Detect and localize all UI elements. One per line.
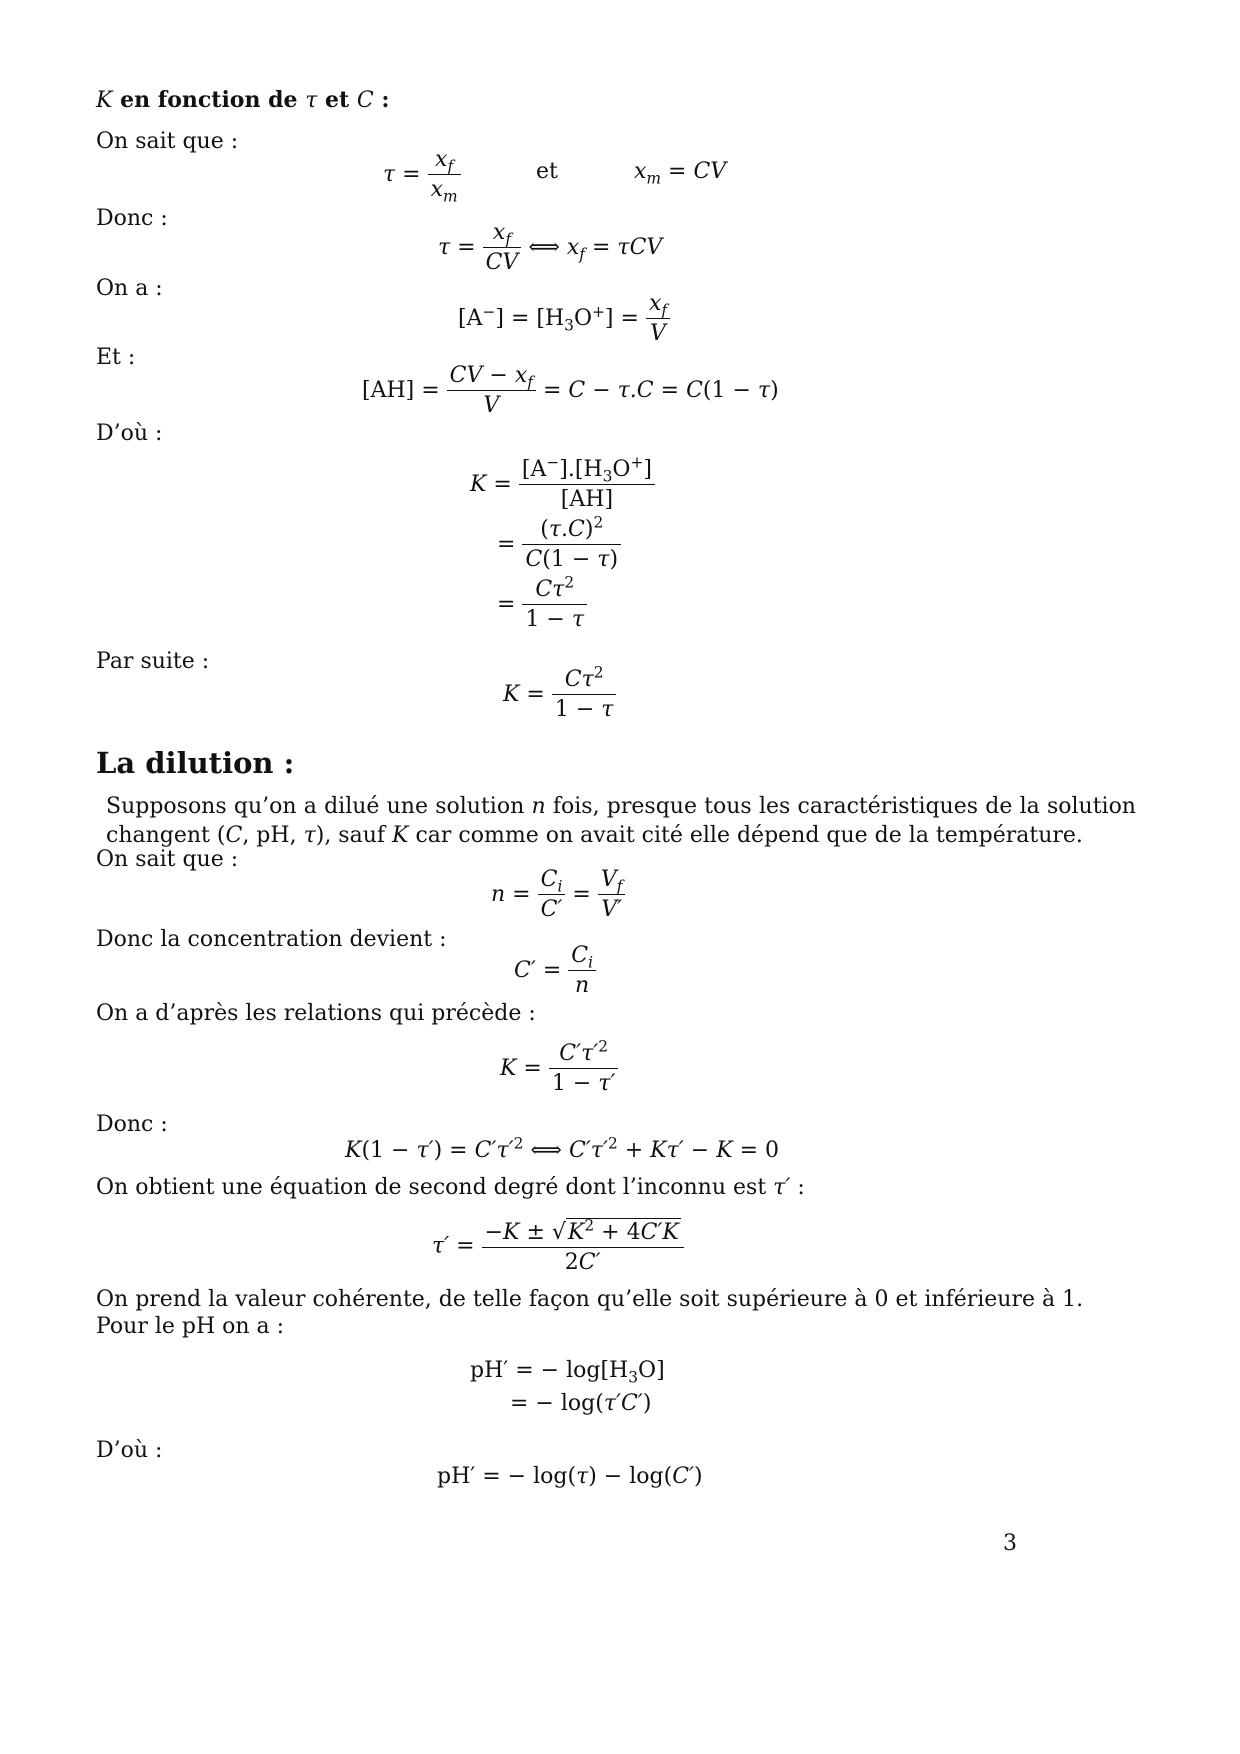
- eq-ph-result: pH′ = − log(τ) − log(C′): [437, 1464, 703, 1489]
- label-et: Et :: [96, 345, 136, 370]
- page-number: 3: [1003, 1531, 1017, 1556]
- eq-concentrations: $[A^-] = [H_3O^+]$ = $\frac{x_f}{V}$: [458, 292, 670, 346]
- eq-k-line1: K = $\frac{[A^-].[H_3O^+]}{[AH]}$: [470, 458, 655, 512]
- eq-xf: τ = $\frac{x_f}{CV}$ ⟺ $x_f = \tau CV$: [438, 220, 663, 276]
- eq-quadratic-solution: τ′ = $\frac{-K \pm √K^2 + 4C'K}{2C'}$: [432, 1218, 684, 1275]
- label-on-a: On a :: [96, 276, 163, 301]
- label-dou-2: D’où :: [96, 1438, 163, 1463]
- eq-k-result: K = $\frac{C\tau^2}{1 - \tau}$: [503, 668, 616, 722]
- section-title-dilution: La dilution :: [96, 746, 295, 780]
- label-dou-1: D’où :: [96, 421, 163, 446]
- label-donc-concentration: Donc la concentration devient :: [96, 927, 447, 952]
- eq-c-prime: C′ = $\frac{C_i}{n}$: [514, 944, 596, 998]
- eq-tau-def: τ = $\frac{x_f}{x_m}$: [383, 148, 461, 202]
- eq-xm: $x_m$ = CV: [634, 159, 727, 188]
- eq-ph-line1: pH′ = − $\log[H_3O]$: [470, 1358, 665, 1387]
- eq-k-prime: K = $\frac{C'\tau'^2}{1 - \tau'}$: [500, 1042, 618, 1096]
- label-relations: On a d’après les relations qui précède :: [96, 1001, 536, 1026]
- label-donc: Donc :: [96, 206, 168, 231]
- label-ph-intro: Pour le pH on a :: [96, 1314, 285, 1339]
- word-et: et: [536, 159, 558, 184]
- eq-ph-line2: = − log(τ′C′): [510, 1391, 652, 1416]
- paragraph-intro: Supposons qu’on a dilué une solution n fois, presque tous les caractéristiques de la solution changent (C, pH, τ), sauf K car comme on avait cité elle dépend que de la température.: [106, 794, 1136, 848]
- eq-second-degree: $K(1 - \tau') = C'\tau'^2$ ⟺ $C'\tau'^2 + K\tau' - K = 0$: [345, 1134, 780, 1163]
- label-donc-2: Donc :: [96, 1112, 168, 1137]
- eq-ah: [AH] = $\frac{CV - x_f}{V}$ = C − τ.C = C(1 − τ): [362, 363, 779, 419]
- eq-k-line3: = $\frac{C\tau^2}{1 - \tau}$: [497, 578, 587, 632]
- label-equation-text: On obtient une équation de second degré dont l’inconnu est τ′ :: [96, 1175, 805, 1200]
- eq-k-line2: = $\frac{(\tau.C)^2}{C(1 - \tau)}$: [497, 518, 621, 572]
- label-on-sait-que-2: On sait que :: [96, 847, 239, 872]
- label-on-sait-que: On sait que :: [96, 129, 239, 154]
- label-par-suite: Par suite :: [96, 649, 210, 674]
- section-heading-k: K en fonction de τ et C :: [96, 87, 390, 113]
- eq-dilution-factor: n = $\frac{C_i}{C'}$ = $\frac{V_f}{V'}$: [491, 868, 625, 922]
- label-valeur: On prend la valeur cohérente, de telle façon qu’elle soit supérieure à 0 et inférieure à 1.: [96, 1287, 1084, 1312]
